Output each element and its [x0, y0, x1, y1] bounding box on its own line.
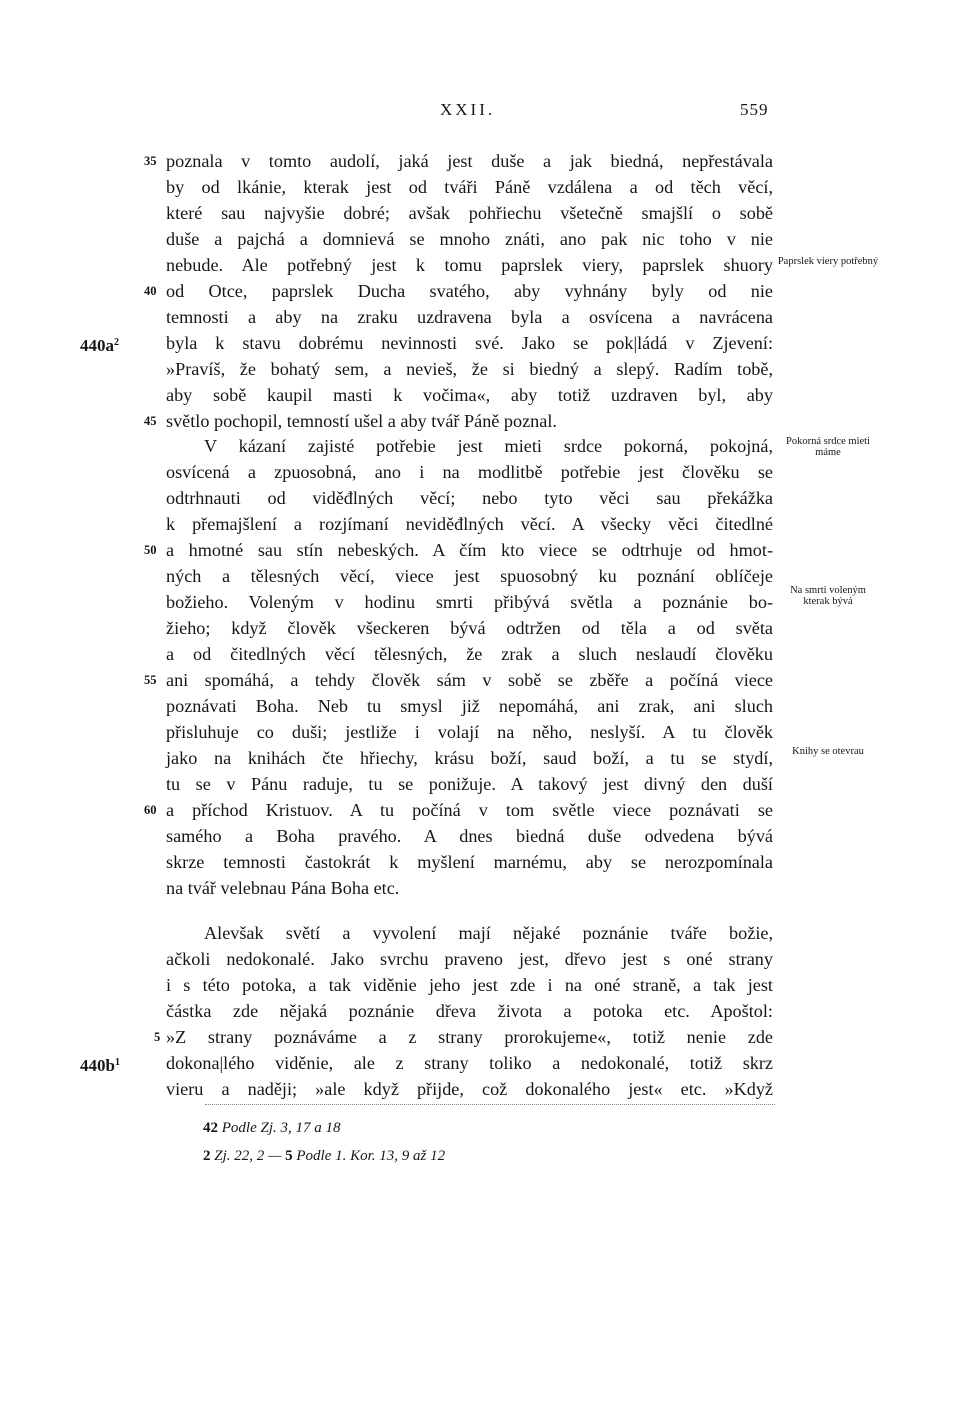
- text-line: ani spomáhá, a tehdy člověk sám v sobě se zběře a počíná viece: [166, 670, 773, 690]
- footnote-ref: 5: [285, 1148, 293, 1164]
- footnote-ref: 42: [203, 1120, 218, 1136]
- footnote-text: Zj. 22, 2 —: [214, 1148, 282, 1164]
- text-line: »Z strany poznáváme a z strany prorokujeme«, totiž nenie zde: [166, 1027, 773, 1047]
- line-number: 60: [144, 803, 157, 817]
- text-line: dokona|lého viděnie, ale z strany toliko a nedokonalé, totiž skrz: [166, 1053, 773, 1073]
- text-line: vieru a naději; »ale když přijde, což dokonalého jest« etc. »Když: [166, 1079, 773, 1099]
- page-number: 559: [740, 100, 769, 119]
- text-line: částka zde nějaká poznánie dřeva života a potoka etc. Apoštol:: [166, 1001, 773, 1021]
- chapter-signature: XXII.: [440, 100, 496, 119]
- text-line: ných a tělesných věcí, viece jest spuosobný ku poznání oblíčeje: [166, 566, 773, 586]
- text-line: žieho; když člověk všeckeren bývá odtržen od těla a od světa: [166, 618, 773, 638]
- footnote: [203, 1146, 445, 1166]
- text-line: nebude. Ale potřebný jest k tomu paprslek viery, paprslek shuory: [166, 255, 773, 275]
- line-number: 5: [154, 1030, 161, 1044]
- text-line: poznávati Boha. Neb tu smysl již nepomáhá, ani zrak, ani sluch: [166, 696, 773, 716]
- text-line: a příchod Kristuov. A tu počíná v tom světle viece poznávati se: [166, 800, 773, 820]
- text-line: ačkoli nedokonalé. Jako svrchu praveno jest, dřevo jest s oné strany: [166, 949, 773, 969]
- text-line: světlo pochopil, temností ušel a aby tvář Páně poznal.: [166, 411, 557, 431]
- text-line: samého a Boha pravého. A dnes biedná duše odvedena bývá: [166, 826, 773, 846]
- text-line: poznala v tomto audolí, jaká jest duše a jak biedná, nepřestávala: [166, 151, 773, 171]
- text-line: které sau najvyšie dobré; avšak pohřiechu všetečně smajšlí o sobě: [166, 203, 773, 223]
- text-line: byla k stavu dobrému nevinnosti své. Jako se pok|ládá v Zjevení:: [166, 333, 773, 353]
- footnote-ref: 2: [203, 1148, 211, 1164]
- line-number: 40: [144, 284, 157, 298]
- line-number: 50: [144, 543, 157, 557]
- text-line: i s této potoka, a tak viděnie jeho jest zde i na oné straně, a tak jest: [166, 975, 773, 995]
- text-line: aby sobě kaupil masti k vočima«, aby totiž uzdraven byl, aby: [166, 385, 773, 405]
- text-line: osvícená a zpuosobná, ano i na modlitbě potřebie jest člověku se: [166, 462, 773, 482]
- line-number: 35: [144, 154, 157, 168]
- footnote: [203, 1118, 341, 1138]
- text-line: by od lkánie, kterak jest od tváři Páně vzdálena a od těch věcí,: [166, 177, 773, 197]
- text-line: božieho. Voleným v hodinu smrti přibývá světla a poznánie bo-: [166, 592, 773, 612]
- line-number: 45: [144, 414, 157, 428]
- text-line: V kázaní zajisté potřebie jest mieti srdce pokorná, pokojná,: [204, 436, 773, 456]
- margin-gloss: Na smrti voleným kterak bývá: [790, 585, 866, 607]
- line-number: 55: [144, 673, 157, 687]
- text-line: jako na knihách čte hřiechy, krásu boží, saud boží, a tu se stydí,: [166, 748, 773, 768]
- text-line: Alevšak světí a vyvolení mají nějaké poznánie tváře božie,: [204, 923, 773, 943]
- footnote-text: Podle Zj. 3, 17 a 18: [221, 1120, 341, 1136]
- text-line: a hmotné sau stín nebeských. A čím kto viece se odtrhuje od hmot-: [166, 540, 773, 560]
- footnote-rule: [205, 1104, 775, 1105]
- margin-gloss: Pokorná srdce mieti máme: [786, 436, 870, 458]
- folio-siglum: $440b^1$: [80, 1056, 120, 1075]
- margin-gloss: Knihy se otevrau: [792, 746, 864, 757]
- text-line: přisluhuje co duši; jestliže i volají na něho, neslyší. A tu člověk: [166, 722, 773, 742]
- text-line: tu se v Pánu raduje, tu se ponižuje. A takový jest divný den duší: [166, 774, 773, 794]
- text-line: skrze temnosti častokrát k myšlení marnému, aby se nerozpomínala: [166, 852, 773, 872]
- footnote-text: Podle 1. Kor. 13, 9 až 12: [296, 1148, 446, 1164]
- text-line: od Otce, paprslek Ducha svatého, aby vyhnány byly od nie: [166, 281, 773, 301]
- text-line: »Pravíš, že bohatý sem, a nevieš, že si biedný a slepý. Radím tobě,: [166, 359, 773, 379]
- text-line: duše a pajchá a domnievá se mnoho znáti, ano pak nic toho v nie: [166, 229, 773, 249]
- text-line: odtrhnauti od viděđlných věcí; nebo tyto věci sau překážka: [166, 488, 773, 508]
- text-line: temnosti a aby na zraku uzdravena byla a osvícena a navrácena: [166, 307, 773, 327]
- text-line: a od čitedlných věcí tělesných, že zrak a sluch neslaudí člověku: [166, 644, 773, 664]
- text-line: na tvář velebnau Pána Boha etc.: [166, 878, 400, 898]
- text-line: k přemajšlení a rozjímaní neviděđlných věcí. A všecky věci čitedlné: [166, 514, 773, 534]
- margin-gloss: Paprslek viery potřebný: [777, 256, 879, 267]
- folio-siglum: $440a^2$: [80, 336, 119, 355]
